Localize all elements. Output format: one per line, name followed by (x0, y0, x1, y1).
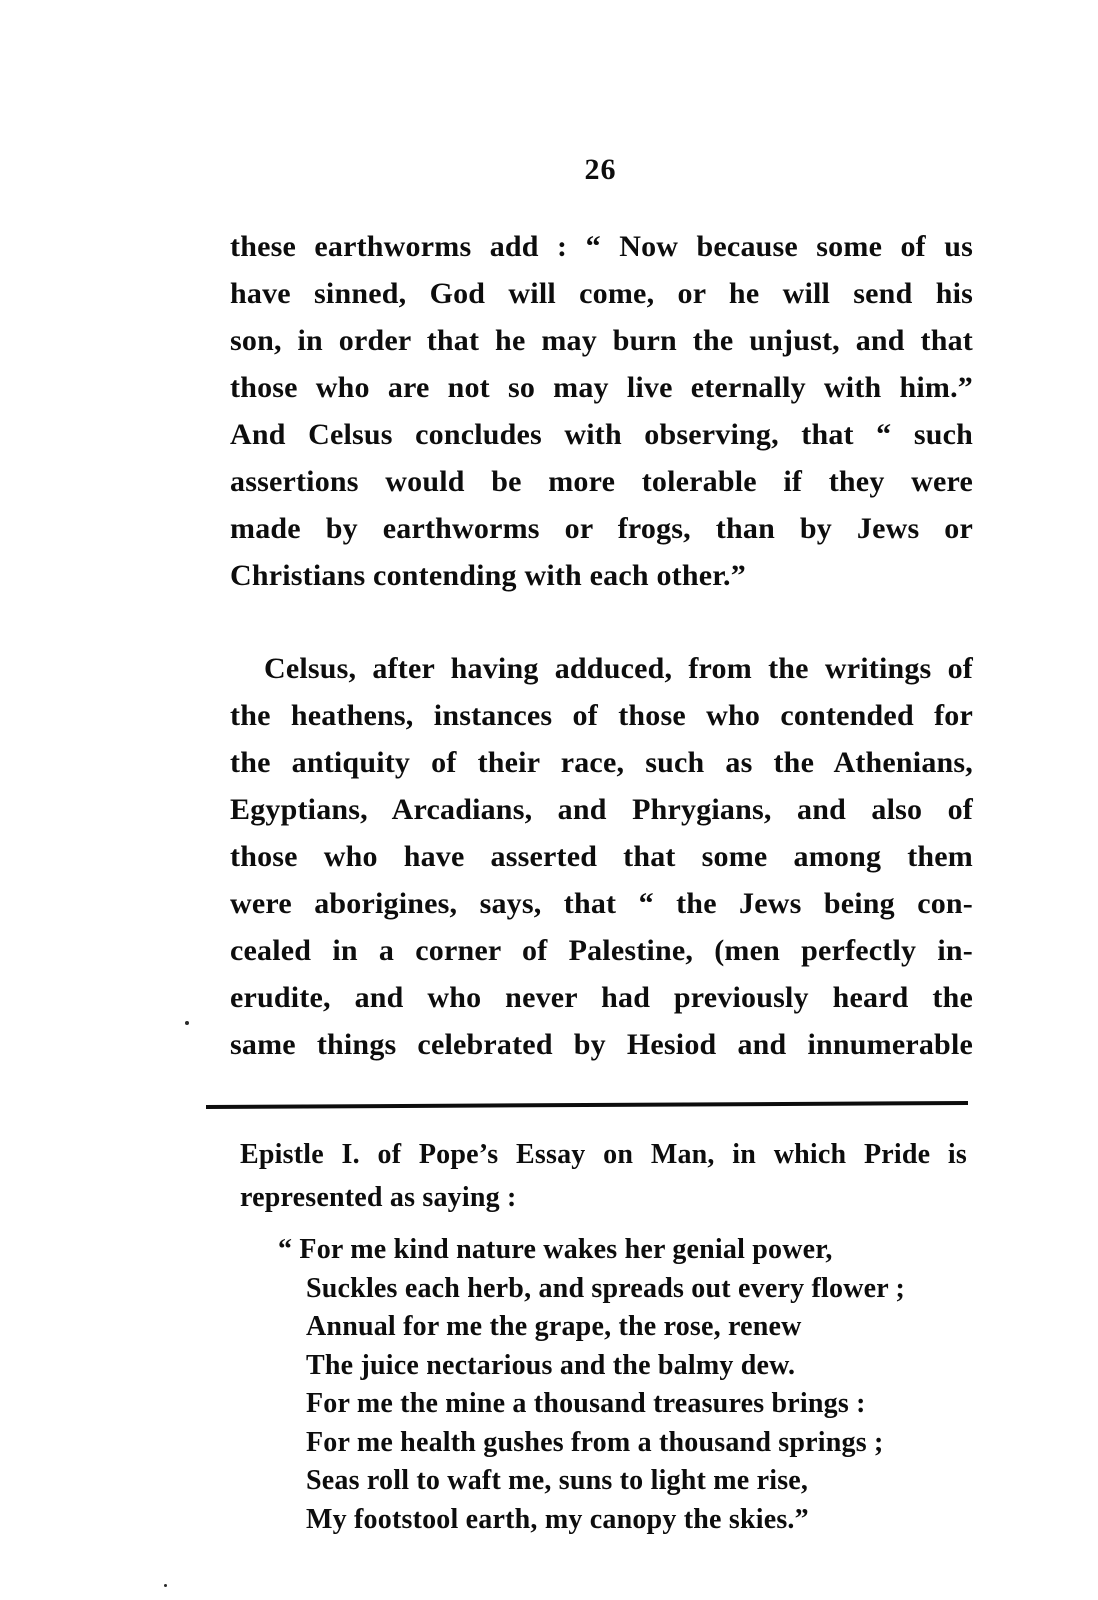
text-line: For me the mine a thousand treasures brings : (306, 1388, 866, 1419)
footnote-divider-rule (206, 1101, 968, 1109)
text-line: Annual for me the grape, the rose, renew (306, 1311, 802, 1342)
text-line: And Celsus concludes with observing, that “ such (230, 418, 973, 451)
scan-speck (164, 1584, 167, 1587)
text-line: those who have asserted that some among them (230, 840, 973, 873)
text-line: those who are not so may live eternally with him.” (230, 371, 973, 404)
text-line: Christians contending with each other.” (230, 559, 746, 592)
text-line: made by earthworms or frogs, than by Jews or (230, 512, 973, 545)
text-line: Seas roll to waft me, suns to light me rise, (306, 1465, 809, 1496)
text-line: assertions would be more tolerable if they were (230, 465, 973, 498)
text-line: same things celebrated by Hesiod and innumerable (230, 1028, 973, 1061)
footnote-text (240, 1133, 967, 1219)
text-line: cealed in a corner of Palestine, (men perfectly in- (230, 934, 973, 967)
text-line: were aborigines, says, that “ the Jews being con- (230, 887, 973, 920)
text-line: “ For me kind nature wakes her genial power, (278, 1234, 833, 1265)
text-line: have sinned, God will come, or he will send his (230, 277, 973, 310)
text-line: represented as saying : (240, 1182, 517, 1213)
text-line: Egyptians, Arcadians, and Phrygians, and also of (230, 793, 973, 826)
body-paragraph-1 (230, 223, 973, 599)
text-line: the antiquity of their race, such as the Athenians, (230, 746, 973, 779)
text-line: Celsus, after having adduced, from the writings of (264, 652, 973, 685)
page-number: 26 (584, 153, 617, 186)
text-line: erudite, and who never had previously heard the (230, 981, 973, 1014)
text-line: My footstool earth, my canopy the skies.” (306, 1503, 809, 1535)
text-line: the heathens, instances of those who contended for (230, 699, 973, 732)
footnote-poem-quote (278, 1231, 986, 1539)
body-paragraph-2 (230, 645, 973, 1068)
scan-speck (185, 1021, 189, 1025)
text-line: For me health gushes from a thousand springs ; (306, 1426, 884, 1458)
text-line: The juice nectarious and the balmy dew. (306, 1349, 796, 1381)
text-line: son, in order that he may burn the unjust, and that (230, 324, 973, 357)
text-line: Suckles each herb, and spreads out every flower ; (306, 1272, 906, 1304)
text-line: Epistle I. of Pope’s Essay on Man, in which Pride is (240, 1139, 967, 1170)
text-line: these earthworms add : “ Now because some of us (230, 230, 973, 263)
